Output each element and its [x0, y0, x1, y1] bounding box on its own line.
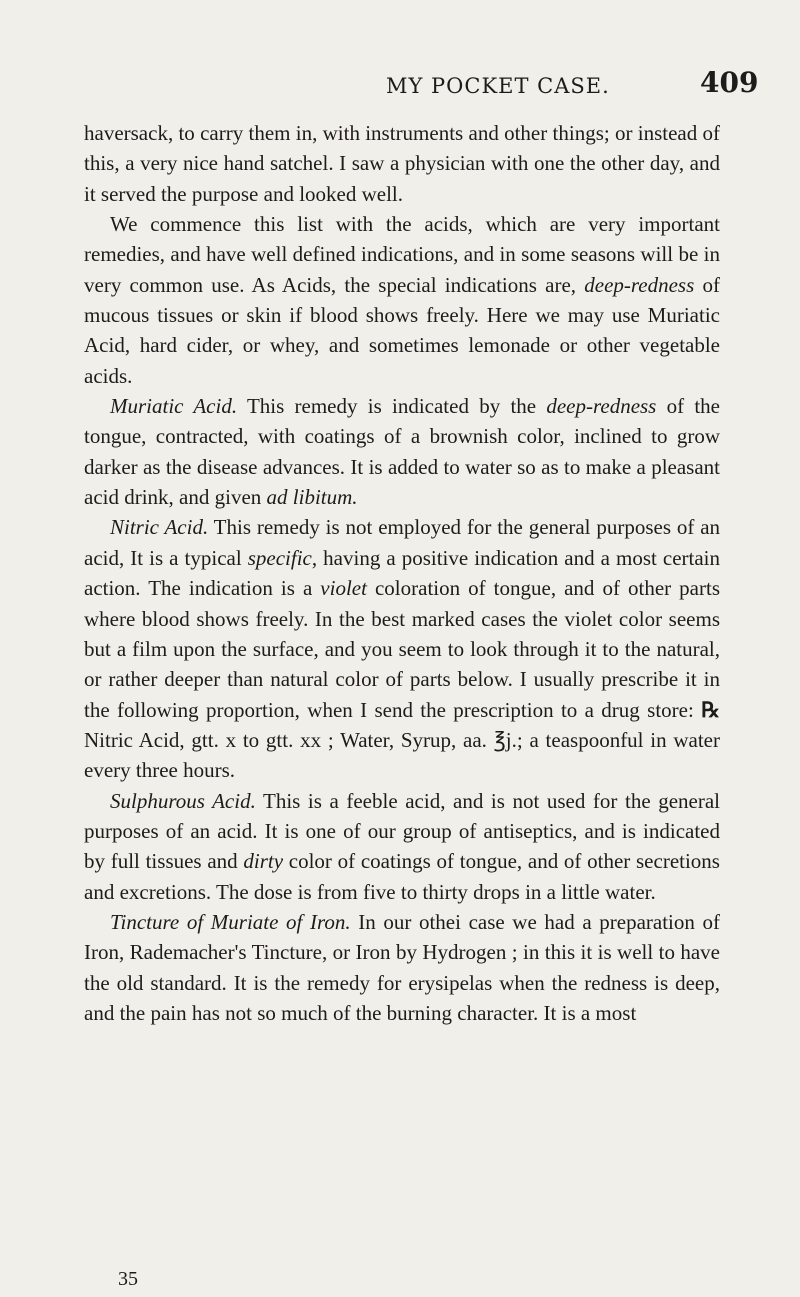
emphasis-text: Nitric Acid.	[110, 515, 209, 540]
emphasis-text: Tincture of Muriate of Iron.	[110, 909, 351, 934]
body-text	[84, 118, 720, 1028]
emphasis-text: specific	[247, 545, 312, 570]
emphasis-text: Muriatic Acid.	[110, 394, 238, 419]
text-run: of the tongue, contracted, with coatings of a brownish color, inclined to grow darker as the disease advances. It is added to water so as to make a pleasant acid drink, and given	[84, 394, 720, 510]
text-run: This is a feeble acid, and is not used for the general purposes of an acid. It is one of our group of antiseptics, and is indicated by full tissues and	[84, 788, 720, 874]
paragraph	[84, 786, 720, 907]
text-run: Nitric Acid, gtt. x to gtt. xx ; Water, Syrup, aa. ℥j.; a teaspoonful in water every three hours.	[84, 727, 720, 783]
paragraph	[84, 391, 720, 512]
emphasis-text: Sulphurous Acid.	[110, 788, 256, 813]
text-run: This remedy is indicated by the	[237, 394, 547, 419]
paragraph	[84, 118, 720, 209]
emphasis-text: violet	[320, 576, 367, 601]
text-run: , having a positive indication and a most certain action. The indication is a	[84, 545, 721, 601]
emphasis-text: deep-redness	[584, 272, 695, 297]
text-run: In our othei case we had a preparation of Iron, Rademacher's Tincture, or Iron by Hydrogen ; in this it is well to have the old standard. It is the remedy for erysipelas when the redness is deep, and the pain has not so much of the burning character. It is a most	[84, 909, 720, 1025]
rx-symbol: ℞	[701, 697, 720, 722]
running-head: MY POCKET CASE.	[386, 74, 610, 98]
text-run: coloration of tongue, and of other parts where blood shows freely. In the best marked cases the violet color seems but a film upon the surface, and you seem to look through it to the natural, or rather deeper than natural color of parts below. I usually prescribe it in the following proportion, when I send the prescription to a drug store:	[84, 576, 720, 722]
page-header	[0, 66, 800, 110]
emphasis-text: ad libitum.	[266, 485, 358, 510]
paragraph	[84, 907, 720, 1028]
paragraph	[84, 209, 720, 391]
page-number: 409	[700, 66, 759, 99]
text-run: color of coatings of tongue, and of other secretions and excretions. The dose is from five to thirty drops in a little water.	[84, 849, 720, 904]
text-run: This remedy is not employed for the general purposes of an acid, It is a typical	[84, 515, 721, 570]
text-run: of mucous tissues or skin if blood shows freely. Here we may use Muriatic Acid, hard cider, or whey, and sometimes lemonade or other vegetable acids.	[84, 272, 720, 388]
text-run: haversack, to carry them in, with instruments and other things; or instead of this, a very nice hand satchel. I saw a physician with one the other day, and it served the purpose and looked well.	[84, 121, 720, 206]
signature-mark: 35	[118, 1268, 138, 1290]
paragraph	[84, 512, 720, 785]
emphasis-text: deep-redness	[546, 394, 657, 419]
emphasis-text: dirty	[243, 849, 284, 874]
text-run: We commence this list with the acids, which are very important remedies, and have well defined indications, and in some seasons will be in very common use. As Acids, the special indications are,	[84, 212, 720, 297]
